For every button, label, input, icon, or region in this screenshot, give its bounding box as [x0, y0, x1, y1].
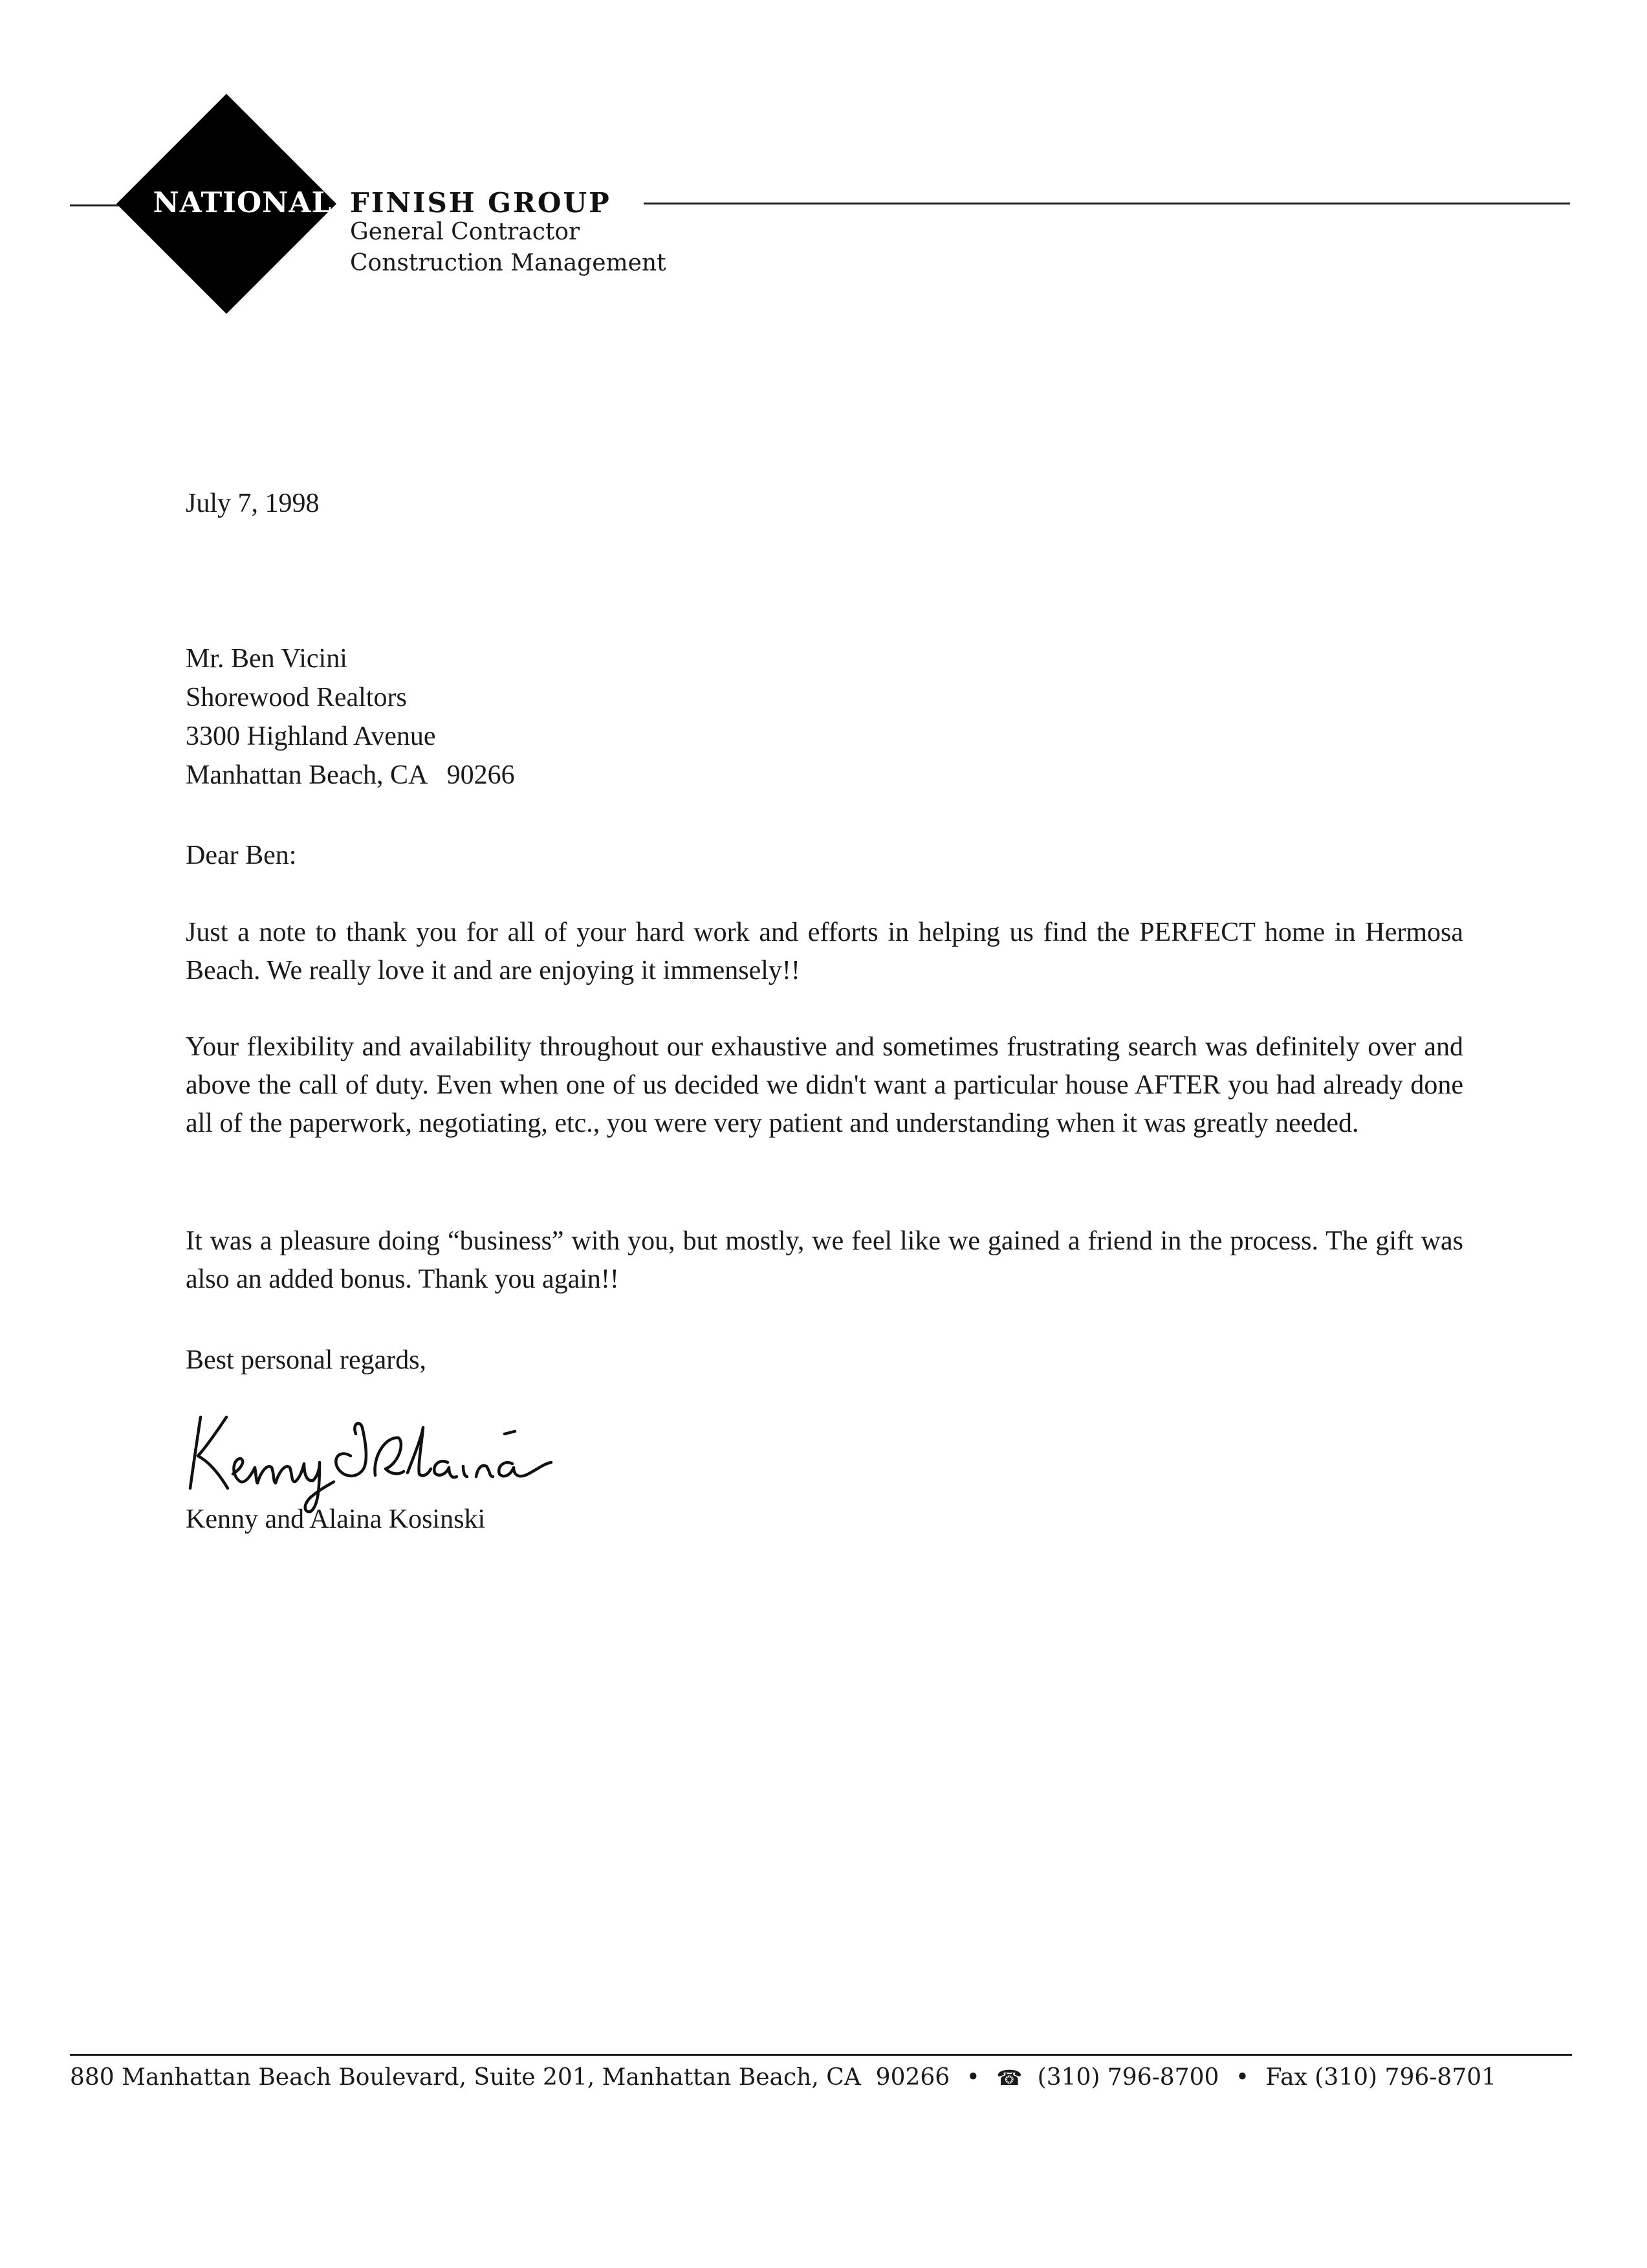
company-tagline-2: Construction Management: [350, 250, 666, 276]
footer-fax: Fax (310) 796-8701: [1265, 2064, 1497, 2091]
company-name: FINISH GROUP: [350, 187, 611, 219]
recipient-address: [186, 639, 1463, 795]
recipient-name: Mr. Ben Vicini: [186, 644, 347, 674]
footer-separator: •: [1235, 2064, 1250, 2091]
letter-date: July 7, 1998: [186, 489, 320, 518]
recipient-street: 3300 Highland Avenue: [186, 721, 436, 751]
body-paragraph-3: It was a pleasure doing “business” with you, but mostly, we feel like we gained a friend in the process. The gift was also an added bonus. Thank you again!!: [186, 1226, 1463, 1294]
salutation: Dear Ben:: [186, 841, 297, 870]
signers-name: Kenny and Alaina Kosinski: [186, 1504, 486, 1534]
company-tagline-1: General Contractor: [350, 219, 580, 245]
body-paragraph-1: Just a note to thank you for all of your hard work and efforts in helping us find the PERFECT home in Hermosa Beach. We really love it and are enjoying it immensely!!: [186, 918, 1463, 985]
footer-rule: [70, 2054, 1572, 2056]
logo-word: NATIONAL: [153, 186, 333, 219]
recipient-city-state-zip: Manhattan Beach, CA 90266: [186, 760, 515, 790]
letterhead-rule-right: [644, 203, 1570, 204]
recipient-company: Shorewood Realtors: [186, 683, 407, 712]
handwritten-signature: [181, 1391, 595, 1514]
closing: Best personal regards,: [186, 1345, 427, 1375]
telephone-icon: ☎: [996, 2065, 1023, 2090]
footer-address: 880 Manhattan Beach Boulevard, Suite 201, Manhattan Beach, CA 90266: [70, 2064, 950, 2091]
footer-phone: (310) 796-8700: [1037, 2064, 1219, 2091]
footer-contact: [70, 2062, 1572, 2094]
body-paragraph-2: Your flexibility and availability throughout our exhaustive and sometimes frustrating search was definitely over and above the call of duty. Even when one of us decided we didn't want a particular house AFTER you had already done all of the paperwork, negotiating, etc., you were very patient and understanding when it was greatly needed.: [186, 1032, 1463, 1138]
footer-separator: •: [966, 2064, 980, 2091]
